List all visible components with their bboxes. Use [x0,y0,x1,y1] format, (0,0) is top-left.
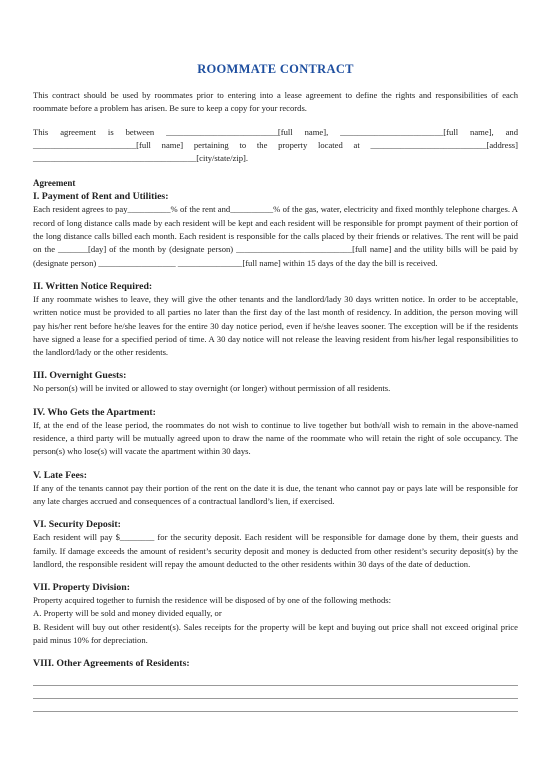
document-title: ROOMMATE CONTRACT [197,62,354,76]
section-body: Each resident will pay $________ for the security deposit. Each resident will be responsible for damage done by them, their guests and family. If damage exceeds the amount of resident’s security deposit and money is deducted from other resident’s security deposit(s) by the landlord, the responsible resident will repay the amount deducted to the other residents within 30 days of the date of deduction. [33,532,518,569]
section-heading: IV. Who Gets the Apartment: [33,406,156,418]
section-apartment [33,406,518,459]
parties-paragraph: This agreement is between __________________________[full name], ________________________[full name], and ________________________[full name] pertaining to the property located at ___________________________[address] ______________________________________[city/state/zip]. [33,126,518,164]
section-security-deposit [33,518,518,571]
option-a: A. Property will be sold and money divided equally, or [33,608,222,619]
agreement-label: Agreement [33,178,76,189]
section-written-notice [33,280,518,359]
section-heading: II. Written Notice Required: [33,280,153,292]
option-b: B. Resident will buy out other resident(s). Sales receipts for the property will be kept and buying out price shall not exceed original price paid minus 10% for depreciation. [33,621,518,646]
section-body: No person(s) will be invited or allowed to stay overnight (or longer) without permission of all residents. [33,383,391,394]
section-body: Each resident agrees to pay__________% of the rent and__________% of the gas, water, electricity and fixed monthly telephone charges. A record of long distance calls made by each resident will be kept and each resident will be responsible for prompt payment of their portion of the long distance calls billed each month. Each resident is responsible for the calls placed by their friends or relatives. The rent will be paid on the _______[day] of the month by (designate person) ___________________________[full name] and the utility bills will be paid by (designate person) __________________ _______________[full name] within 15 days of the day the bill is received. [33,204,518,268]
write-in-lines [33,673,518,712]
section-heading: VI. Security Deposit: [33,519,121,531]
write-in-line[interactable] [33,699,518,712]
section-heading: VII. Property Division: [33,582,130,594]
section-late-fees [33,469,518,509]
section-heading: V. Late Fees: [33,469,87,481]
section-payment [33,190,518,269]
section-body: If any roommate wishes to leave, they will give the other tenants and the landlord/lady 30 days written notice. In order to be acceptable, written notice must be provided to all parties no later than the first day of the last month of residency. In addition, the person moving will pay his/her rent before he/she leaves for the entire 30 day notice period, even if he/she leaves sooner. The exception will be if the residents have signed a lease for a specified period of time. A 30 day notice will not release the leaving resident from his/her legal responsibilities to the landlord/lady or the other residents. [33,293,518,358]
section-heading: III. Overnight Guests: [33,370,127,382]
section-body: If any of the tenants cannot pay their portion of the rent on the date it is due, the tenant who cannot pay or pays late will be responsible for any late charges accrued and consequences of a contractual landlord’s lien, if exercised. [33,482,518,506]
contract-page [33,62,518,722]
section-heading: VIII. Other Agreements of Residents: [33,658,190,670]
section-other-agreements [33,657,518,712]
section-body: If, at the end of the lease period, the roommates do not wish to continue to live together but both/all wish to remain in the above-named residence, a third party will be mutually agreed upon to draw the name of the roommate who will retain the right of sole occupancy. The person(s) who lose(s) will vacate the apartment within 30 days. [33,419,518,457]
write-in-line[interactable] [33,673,518,686]
section-overnight-guests [33,369,518,395]
write-in-line[interactable] [33,686,518,699]
section-property-division [33,581,518,647]
section-body: Property acquired together to furnish the residence will be disposed of by one of the following methods: [33,595,391,606]
section-heading: I. Payment of Rent and Utilities: [33,191,169,203]
intro-paragraph: This contract should be used by roommates prior to entering into a lease agreement to define the rights and responsibilities of each roommate before a problem has arisen. Be sure to keep a copy for your records. [33,90,518,114]
